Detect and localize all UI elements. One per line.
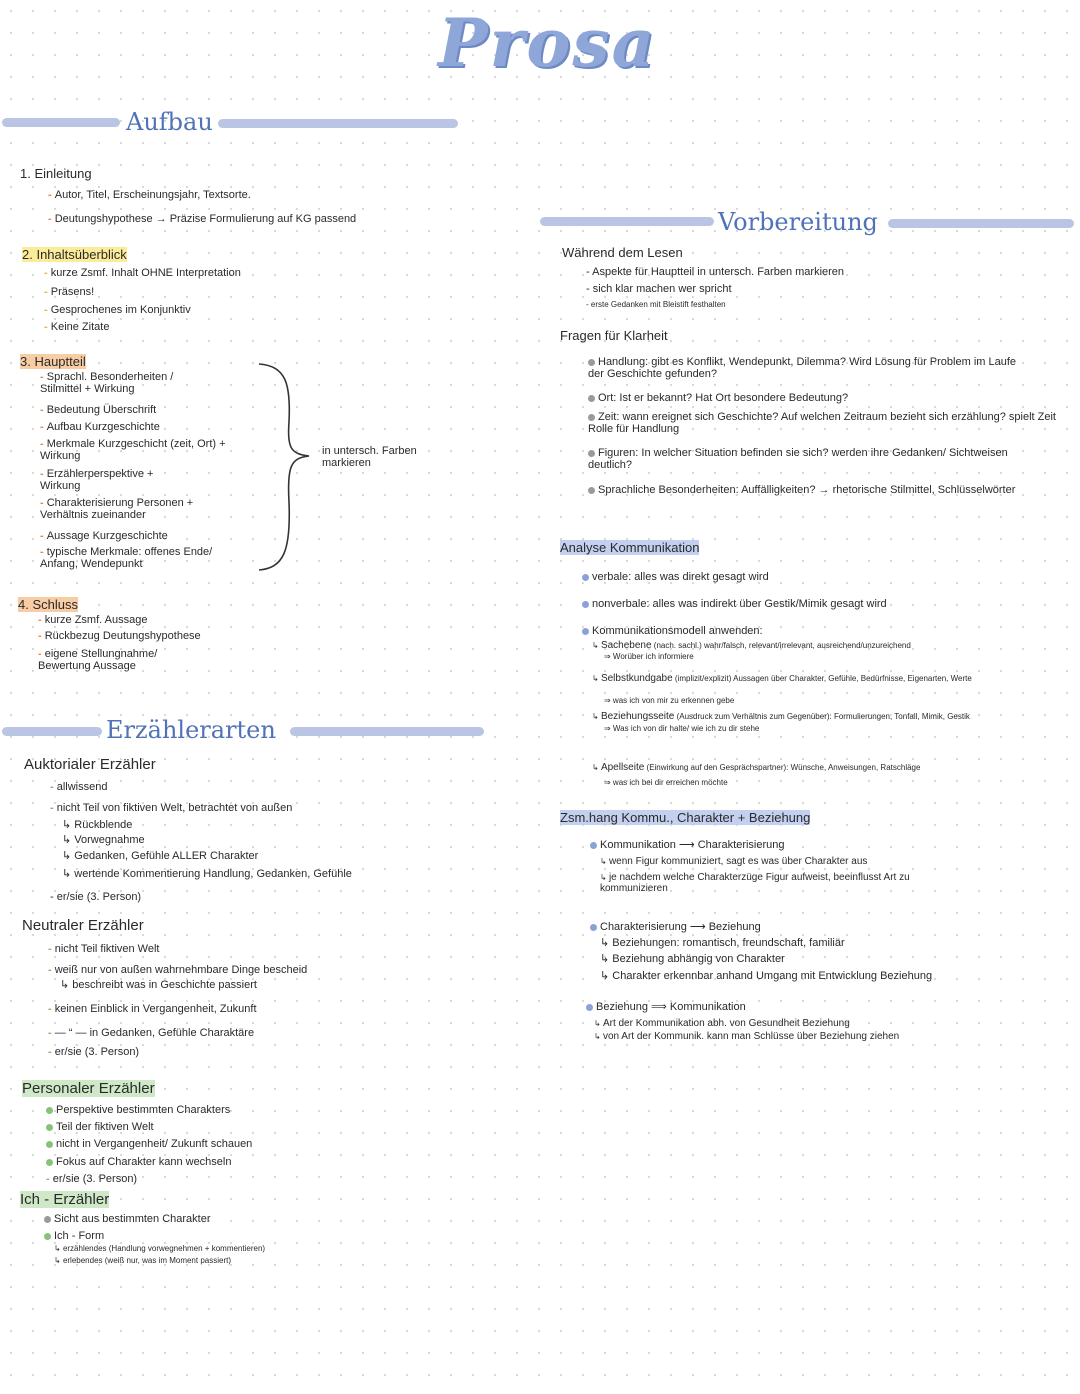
fragen-label: Fragen für Klarheit	[560, 328, 668, 343]
list-item: verbale: alles was direkt gesagt wird	[582, 571, 769, 583]
list-item: - Rückbezug Deutungshypothese	[38, 630, 201, 642]
neutral-label: Neutraler Erzähler	[22, 917, 144, 934]
list-item: nonverbale: alles was indirekt über Gestik/Mimik gesagt wird	[582, 598, 887, 610]
list-item: - Merkmale Kurzgeschicht (zeit, Ort) + Wirkung	[40, 438, 226, 463]
list-item: - Aufbau Kurzgeschichte	[40, 421, 160, 433]
list-item: Ort: Ist er bekannt? Hat Ort besondere Bedeutung?	[588, 392, 848, 404]
erzaehlerarten-heading: Erzählerarten	[106, 716, 276, 744]
list-item: - er/sie (3. Person)	[46, 1173, 138, 1185]
modell-sub: ⇒ was ich bei dir erreichen möchte	[604, 778, 728, 787]
list-item: Fokus auf Charakter kann wechseln	[46, 1156, 231, 1168]
list-item: - nicht Teil von fiktiven Welt, betrachtet von außen	[50, 802, 293, 814]
heading-bar-right	[290, 727, 484, 736]
modell-sub: ⇒ was ich von mir zu erkennen gebe	[604, 696, 735, 705]
list-item: - Bedeutung Überschrift	[40, 404, 157, 416]
list-item: ↳ je nachdem welche Charakterzüge Figur aufweist, beeinflusst Art zu kommunizieren	[600, 872, 910, 894]
list-item: - Erzählerperspektive + Wirkung	[40, 468, 154, 493]
list-item: ↳ Rückblende	[62, 819, 133, 831]
list-item: - Aussage Kurzgeschichte	[40, 530, 168, 542]
list-item: - er/sie (3. Person)	[50, 891, 142, 903]
personal-label: Personaler Erzähler	[22, 1080, 155, 1097]
list-item: - eigene Stellungnahme/ Bewertung Aussage	[38, 648, 158, 673]
analyse-label: Analyse Kommunikation	[560, 540, 700, 555]
einleitung-label: 1. Einleitung	[20, 166, 92, 181]
zsmhang-label: Zsm.hang Kommu., Charakter + Beziehung	[560, 810, 811, 825]
zsmhang-block-head: Beziehung ⟹ Kommunikation	[586, 1001, 746, 1013]
list-item: ↳ Beziehung abhängig von Charakter	[600, 953, 785, 965]
list-item: ↳ wertende Kommentierung Handlung, Gedanken, Gefühle	[62, 868, 352, 880]
list-item: - Keine Zitate	[44, 321, 110, 333]
list-item: Teil der fiktiven Welt	[46, 1121, 154, 1133]
heading-bar-left	[2, 118, 120, 127]
list-item: Zeit: wann ereignet sich Geschichte? Auf welchen Zeitraum bezieht sich erzählung? spielt Zeit Rolle für Handlung	[588, 411, 1056, 436]
list-item: - Charakterisierung Personen + Verhältnis zueinander	[40, 497, 194, 522]
list-item: - typische Merkmale: offenes Ende/ Anfang, Wendepunkt	[40, 546, 213, 571]
list-item: - nicht Teil fiktiven Welt	[48, 943, 160, 955]
modell-sub: ⇒ Worüber ich informiere	[604, 652, 694, 661]
list-item: Sicht aus bestimmten Charakter	[44, 1213, 211, 1225]
list-item: ↳ Gedanken, Gefühle ALLER Charakter	[62, 850, 259, 862]
brace-note: in untersch. Farben markieren	[322, 445, 417, 470]
list-item: - Präsens!	[44, 286, 95, 298]
heading-bar-right	[888, 219, 1074, 228]
list-item: ↳ von Art der Kommunik. kann man Schlüsse über Beziehung ziehen	[594, 1031, 900, 1042]
list-item: - allwissend	[50, 781, 108, 793]
list-item: ↳ Charakter erkennbar anhand Umgang mit Entwicklung Beziehung	[600, 970, 933, 982]
modell-item: ↳ Apellseite (Einwirkung auf den Gesprächspartner): Wünsche, Anweisungen, Ratschläge	[592, 762, 921, 773]
list-item: - Sprachl. Besonderheiten / Stilmittel + Wirkung	[40, 371, 174, 396]
modell-sub: ⇒ Was ich von dir halte/ wie ich zu dir stehe	[604, 724, 760, 733]
list-item: - kurze Zsmf. Inhalt OHNE Interpretation	[44, 267, 241, 279]
list-item: - keinen Einblick in Vergangenheit, Zukunft	[48, 1003, 257, 1015]
zsmhang-block-head: Charakterisierung ⟶ Beziehung	[590, 921, 761, 933]
modell-item: ↳ Beziehungsseite (Ausdruck zum Verhältnis zum Gegenüber): Formulierungen, Tonfall, Mimik, Gestik	[592, 711, 970, 722]
ich-label: Ich - Erzähler	[20, 1191, 110, 1208]
list-item: Handlung: gibt es Konflikt, Wendepunkt, Dilemma? Wird Lösung für Problem im Laufe der Geschichte gefunden?	[588, 356, 1017, 381]
lesen-label: Während dem Lesen	[562, 245, 683, 260]
list-item: - erste Gedanken mit Bleistift festhalten	[586, 300, 726, 309]
list-item: - Autor, Titel, Erscheinungsjahr, Textsorte.	[48, 189, 251, 201]
heading-bar-right	[218, 119, 458, 128]
hauptteil-label: 3. Hauptteil	[20, 354, 86, 369]
list-item: ↳ Vorwegnahme	[62, 834, 145, 846]
list-item: ↳ beschreibt was in Geschichte passiert	[60, 979, 257, 991]
auktorial-label: Auktorialer Erzähler	[24, 756, 156, 773]
list-item: - weiß nur von außen wahrnehmbare Dinge bescheid	[48, 964, 308, 976]
inhalt-label: 2. Inhaltsüberblick	[22, 247, 127, 262]
list-item: ↳ erzählendes (Handlung vorwegnehmen + kommentieren)	[54, 1244, 266, 1253]
list-item: - Gesprochenes im Konjunktiv	[44, 304, 191, 316]
list-item: Figuren: In welcher Situation befinden sie sich? werden ihre Gedanken/ Sichtweisen deutlich?	[588, 447, 1008, 472]
list-item: Sprachliche Besonderheiten: Auffälligkeiten? → rhetorische Stilmittel, Schlüsselwörter	[588, 484, 1053, 496]
list-item: - Deutungshypothese → Präzise Formulierung auf KG passend	[48, 213, 357, 225]
zsmhang-block-head: Kommunikation ⟶ Charakterisierung	[590, 839, 785, 851]
page-title: Prosa	[438, 4, 657, 82]
vorbereitung-heading: Vorbereitung	[718, 208, 878, 236]
list-item: Kommunikationsmodell anwenden:	[582, 625, 763, 637]
curly-brace-icon	[255, 362, 315, 574]
list-item: Ich - Form	[44, 1230, 104, 1242]
list-item: ↳ Beziehungen: romantisch, freundschaft, familiär	[600, 937, 845, 949]
list-item: ↳ wenn Figur kommuniziert, sagt es was über Charakter aus	[600, 856, 868, 867]
list-item: - kurze Zsmf. Aussage	[38, 614, 148, 626]
heading-bar-left	[2, 727, 102, 736]
schluss-label: 4. Schluss	[18, 597, 78, 612]
modell-item: ↳ Selbstkundgabe (implizit/explizit) Aussagen über Charakter, Gefühle, Bedürfnisse, Eigenarten, Werte	[592, 673, 972, 684]
modell-item: ↳ Sachebene (nach. sachl.) wahr/falsch, relevant/irrelevant, ausreichend/unzureichend	[592, 640, 911, 651]
list-item: ↳ erlebendes (weiß nur, was im Moment passiert)	[54, 1256, 231, 1265]
list-item: - er/sie (3. Person)	[48, 1046, 140, 1058]
list-item: Perspektive bestimmten Charakters	[46, 1104, 230, 1116]
list-item: - Aspekte für Hauptteil in untersch. Farben markieren	[586, 266, 845, 278]
list-item: - sich klar machen wer spricht	[586, 283, 732, 295]
list-item: nicht in Vergangenheit/ Zukunft schauen	[46, 1138, 252, 1150]
list-item: - — “ — in Gedanken, Gefühle Charaktäre	[48, 1027, 255, 1039]
list-item: ↳ Art der Kommunikation abh. von Gesundheit Beziehung	[594, 1018, 850, 1029]
heading-bar-left	[540, 217, 714, 226]
aufbau-heading: Aufbau	[126, 108, 213, 136]
